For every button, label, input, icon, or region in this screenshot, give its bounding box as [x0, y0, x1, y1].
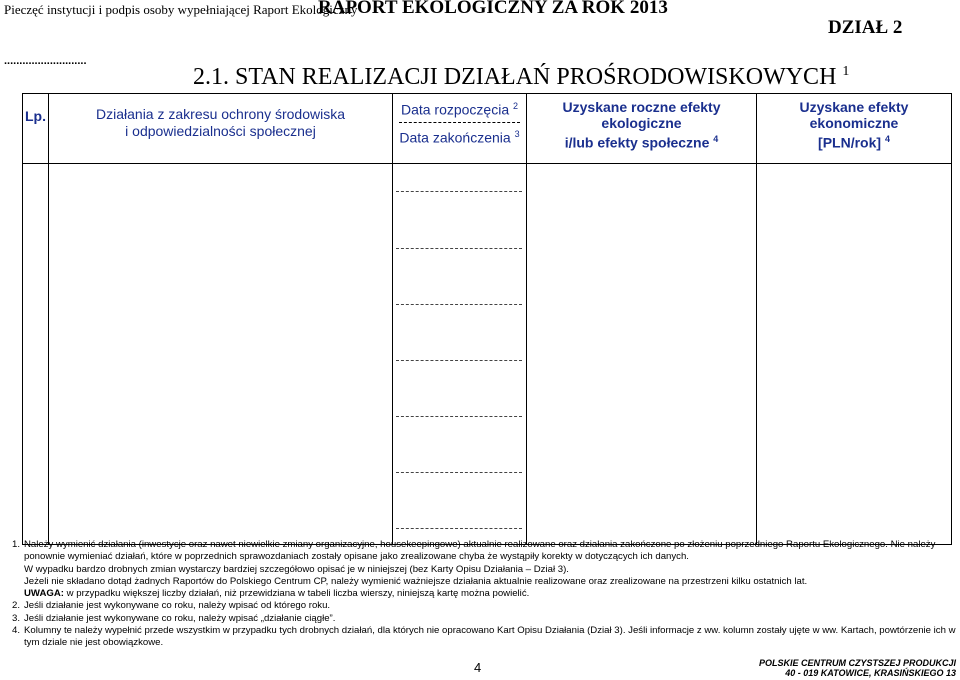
header-eco-line3 — [527, 131, 756, 151]
dates-row-separator — [396, 416, 522, 417]
footnote-1b: W wypadku bardzo drobnych zmian wystarczy bardziej szczegółowo opisać je w niniejszej (bez Karty Opisu Działania – Dział 3). — [24, 563, 569, 575]
header-end-date-footnote: 3 — [514, 128, 520, 139]
dates-row-separator — [396, 528, 522, 529]
header-econ-line1: Uzyskane efekty — [799, 99, 909, 115]
footnote-1d — [6, 588, 956, 600]
economic-effects-cell[interactable] — [757, 164, 952, 545]
header-actions-line1: Działania z zakresu ochrony środowiska — [96, 106, 345, 122]
lp-cell[interactable] — [23, 164, 49, 545]
dates-separator — [399, 122, 520, 123]
signature-dots: ........................... — [4, 55, 87, 67]
footnote-number: 4. — [11, 625, 20, 637]
header-start-date-label: Data rozpoczęcia — [400, 101, 510, 118]
organization-name: POLSKIE CENTRUM CZYSTSZEJ PRODUKCJI — [758, 658, 956, 668]
header-econ-line3-text: [PLN/rok] — [818, 134, 882, 151]
footnote-2 — [6, 600, 956, 612]
footnote-number: 1. — [11, 539, 20, 550]
organization-address: 40 - 019 KATOWICE, KRASIŃSKIEGO 13 — [785, 668, 956, 678]
dates-row-separator — [396, 248, 522, 249]
warning-text: w przypadku większej liczby działań, niż przewidziana w tabeli liczba wierszy, niniejszą kartę można powielić. — [63, 588, 530, 600]
actions-cell[interactable] — [49, 164, 393, 545]
header-dates — [393, 94, 527, 164]
page-number: 4 — [474, 660, 482, 675]
dates-row-separator — [396, 191, 522, 192]
stamp-label: Pieczęć instytucji i podpis osoby wypełniającej Raport Ekologiczny — [4, 2, 358, 17]
footnotes — [6, 539, 956, 650]
table-header-row — [23, 94, 952, 164]
header-actions — [49, 94, 393, 164]
footnote-4 — [6, 625, 956, 650]
header-end-date — [393, 126, 526, 146]
header-eco-line1: Uzyskane roczne efekty — [562, 99, 721, 115]
footnote-text: Jeśli działanie jest wykonywane co roku, należy wpisać od którego roku. — [24, 600, 331, 612]
header-start-date-footnote: 2 — [513, 101, 519, 111]
section-label: DZIAŁ 2 — [828, 17, 903, 38]
header-actions-line2: i odpowiedzialności społecznej — [125, 123, 316, 139]
footnote-number: 3. — [11, 612, 20, 624]
header-lp: Lp. — [23, 94, 49, 164]
header-econ-line2: ekonomiczne — [809, 115, 899, 131]
header-econ-footnote: 4 — [884, 134, 890, 144]
footnote-text: Należy wymienić działania (inwestycje oraz nawet niewielkie zmiany organizacyjne, housekeepingowe) aktualnie realizowane oraz działania zakończone po złożeniu poprzedniego Raportu Ekologicznego. Nie należy ponownie wymieniać działań, które w poprzednich sprawozdaniach zostały opisane jako zrealizowane chyba że wystąpiły korekty w dotyczących ich danych. — [24, 539, 936, 563]
dates-cell[interactable] — [393, 164, 527, 545]
dates-row-separator — [396, 304, 522, 305]
actions-table — [22, 93, 952, 545]
header-start-date — [393, 94, 526, 118]
warning-label: UWAGA: — [24, 588, 64, 600]
table-title-footnote: 1 — [842, 64, 850, 79]
header-eco-footnote: 4 — [713, 134, 719, 144]
table-title — [193, 64, 849, 91]
dates-row-separator — [396, 360, 522, 361]
table-body-row — [23, 164, 952, 545]
ecological-effects-cell[interactable] — [527, 164, 757, 545]
footnote-1 — [6, 539, 956, 564]
header-eco-line2: ekologiczne — [601, 115, 682, 131]
footnote-1c: Jeżeli nie składano dotąd żadnych Raportów do Polskiego Centrum CP, należy wymienić ważniejsze działania aktualnie realizowane oraz zrealizowane na przestrzeni kilku ostatnich lat. — [24, 575, 808, 587]
footnote-3 — [6, 613, 956, 625]
dates-row-separator — [396, 472, 522, 473]
header-eco-line3-text: i/lub efekty społeczne — [564, 134, 710, 151]
footnote-text: Kolumny te należy wypełnić przede wszystkim w przypadku tych drobnych działań, dla których nie opracowano Kart Opisu Działania (Dział 3). Jeśli informacje z ww. kolumn zostały ujęte w ww. Kartach, powtórzenie ich w tym dziale nie jest obowiązkowe. — [24, 625, 956, 649]
header-economic-effects — [757, 94, 952, 164]
footnote-text: Jeśli działanie jest wykonywane co roku, należy wpisać „działanie ciągłe”. — [24, 612, 336, 624]
header-econ-line3 — [757, 131, 951, 151]
document-title: RAPORT EKOLOGICZNY ZA ROK 2013 — [318, 0, 668, 18]
header-end-date-label: Data zakończenia — [399, 129, 511, 146]
header-ecological-effects — [527, 94, 757, 164]
footnote-number: 2. — [11, 600, 20, 612]
table-title-text: 2.1. STAN REALIZACJI DZIAŁAŃ PROŚRODOWISKOWYCH — [193, 64, 837, 90]
